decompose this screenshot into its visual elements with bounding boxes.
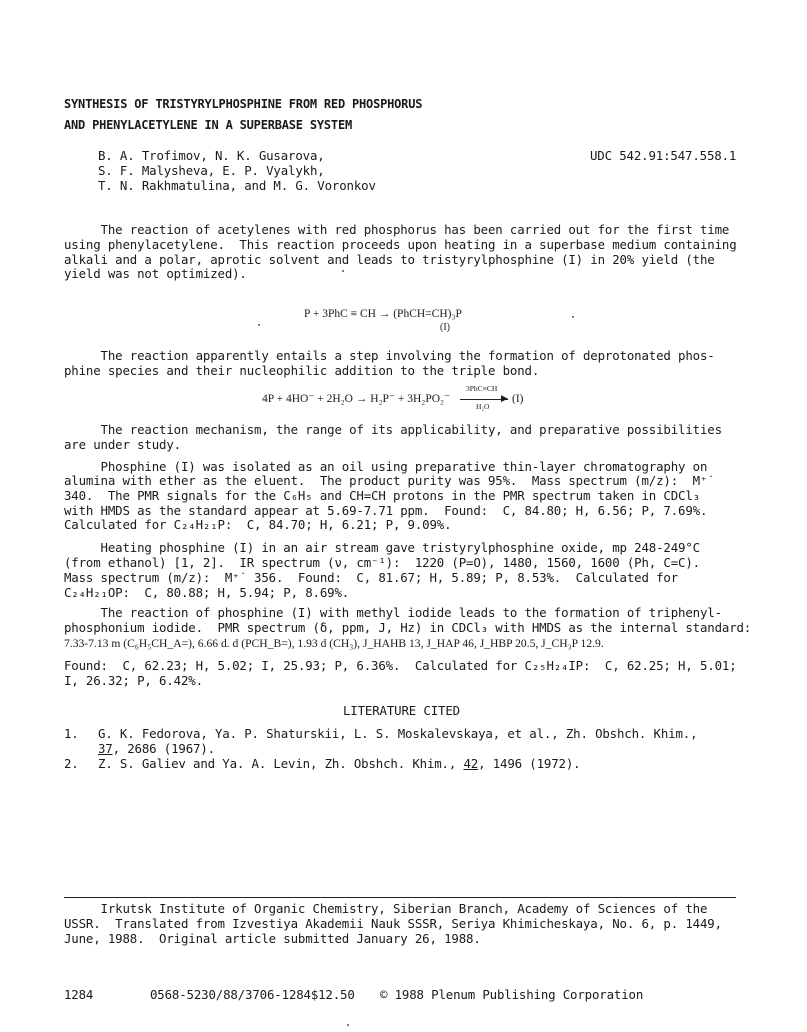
scan-speck xyxy=(572,316,574,318)
para4-line-4: with HMDS as the standard appear at 5.69-7.71 ppm. Found: C, 84.80; H, 6.56; P, 7.69%. xyxy=(64,503,708,518)
footer-page-number: 1284 xyxy=(64,987,94,1002)
author-line-3: T. N. Rakhmatulina, and M. G. Voronkov xyxy=(98,178,376,193)
equation-1-label: (I) xyxy=(440,322,450,333)
ref-1-line-1: G. K. Fedorova, Ya. P. Shaturskii, L. S. Moskalevskaya, et al., Zh. Obshch. Khim., xyxy=(98,726,698,741)
footnote-rule xyxy=(64,897,736,898)
udc-code: UDC 542.91:547.558.1 xyxy=(590,148,737,163)
para2-line-2: phine species and their nucleophilic addition to the triple bond. xyxy=(64,363,540,378)
ref-2-volume: 42 xyxy=(463,756,479,771)
para4-line-5: Calculated for C₂₄H₂₁P: C, 84.70; H, 6.21; P, 9.09%. xyxy=(64,517,452,532)
para4-line-2: alumina with ether as the eluent. The product purity was 95%. Mass spectrum (m/z): M⁺˙ xyxy=(64,473,715,488)
scan-speck xyxy=(347,1024,349,1026)
abstract-line-4: yield was not optimized). xyxy=(64,266,247,281)
title-line-1: SYNTHESIS OF TRISTYRYLPHOSPHINE FROM RED PHOSPHORUS xyxy=(64,97,423,111)
para3-line-2: are under study. xyxy=(64,437,181,452)
author-line-1: B. A. Trofimov, N. K. Gusarova, xyxy=(98,148,325,163)
para5-line-3: Mass spectrum (m/z): M⁺˙ 356. Found: C, 81.67; H, 5.89; P, 8.53%. Calculated for xyxy=(64,570,679,585)
para6-line-1: The reaction of phosphine (I) with methyl iodide leads to the formation of triphenyl- xyxy=(64,605,722,620)
para2-line-1: The reaction apparently entails a step involving the formation of deprotonated phos- xyxy=(64,348,715,363)
ref-1-rest: , 2686 (1967). xyxy=(112,741,215,756)
abstract-line-2: using phenylacetylene. This reaction proceeds upon heating in a superbase medium containing xyxy=(64,237,737,252)
ref-2-number: 2. xyxy=(64,756,79,771)
para5-line-1: Heating phosphine (I) in an air stream gave tristyrylphosphine oxide, mp 248-249°C xyxy=(64,540,700,555)
footnote-line-3: June, 1988. Original article submitted January 26, 1988. xyxy=(64,931,481,946)
ref-2-rest: , 1496 (1972). xyxy=(478,756,581,771)
title-line-2: AND PHENYLACETYLENE IN A SUPERBASE SYSTEM xyxy=(64,118,353,132)
equation-2-end: (I) xyxy=(512,393,524,405)
author-line-2: S. F. Malysheva, E. P. Vyalykh, xyxy=(98,163,325,178)
para5-line-4: C₂₄H₂₁OP: C, 80.88; H, 5.94; P, 8.69%. xyxy=(64,585,350,600)
ref-2-line-1 xyxy=(98,756,580,771)
para6-line-2: phosphonium iodide. PMR spectrum (δ, ppm, J, Hz) in CDCl₃ with HMDS as the internal standard: xyxy=(64,620,752,635)
footnote-line-2: USSR. Translated from Izvestiya Akademii Nauk SSSR, Seriya Khimicheskaya, No. 6, p. 1449, xyxy=(64,916,722,931)
equation-2: 4P + 4HO⁻ + 2H₂O → H₂P⁻ + 3H₂PO₂⁻ xyxy=(262,393,451,405)
ref-1-number: 1. xyxy=(64,726,79,741)
footer-copyright: © 1988 Plenum Publishing Corporation xyxy=(380,987,644,1002)
scan-speck xyxy=(342,270,344,272)
abstract-line-3: alkali and a polar, aprotic solvent and leads to tristyrylphosphine (I) in 20% yield (the xyxy=(64,252,715,267)
footnote-line-1: Irkutsk Institute of Organic Chemistry, Siberian Branch, Academy of Sciences of the xyxy=(64,901,708,916)
abstract-line-1: The reaction of acetylenes with red phosphorus has been carried out for the first time xyxy=(64,222,730,237)
equation-2-arrowhead: ▶ xyxy=(501,393,508,403)
para4-line-3: 340. The PMR signals for the C₆H₅ and CH=CH protons in the PMR spectrum taken in CDCl₃ xyxy=(64,488,700,503)
ref-1-line-2 xyxy=(98,741,215,756)
para5-line-2: (from ethanol) [1, 2]. IR spectrum (ν, cm⁻¹): 1220 (P=O), 1480, 1560, 1600 (Ph, C=C). xyxy=(64,555,700,570)
equation-2-under: H₂O xyxy=(476,402,490,411)
scan-speck xyxy=(258,324,260,326)
para6-pmr-data: 7.33-7.13 m (C₆H₅CH_A=), 6.66 d. d (PCH_B=), 1.93 d (CH₃), J_HAHB 13, J_HAP 46, J_HBP 20.5, J_CH₃P 12.9. xyxy=(64,637,604,650)
para4-line-1: Phosphine (I) was isolated as an oil using preparative thin-layer chromatography on xyxy=(64,459,708,474)
equation-2-over: 3PhC≡CH xyxy=(466,384,498,393)
para3-line-1: The reaction mechanism, the range of its applicability, and preparative possibilities xyxy=(64,422,722,437)
ref-1-volume: 37 xyxy=(98,741,113,756)
equation-1: P + 3PhC ≡ CH → (PhCH=CH)₃P xyxy=(304,308,462,320)
ref-2-pre: Z. S. Galiev and Ya. A. Levin, Zh. Obshch. Khim., xyxy=(98,756,464,771)
footer-article-code: 0568-5230/88/3706-1284$12.50 xyxy=(150,987,355,1002)
para6-line-4: Found: C, 62.23; H, 5.02; I, 25.93; P, 6.36%. Calculated for C₂₅H₂₄IP: C, 62.25; H, 5.01; xyxy=(64,658,737,673)
para6-line-5: I, 26.32; P, 6.42%. xyxy=(64,673,203,688)
literature-heading: LITERATURE CITED xyxy=(343,703,460,718)
